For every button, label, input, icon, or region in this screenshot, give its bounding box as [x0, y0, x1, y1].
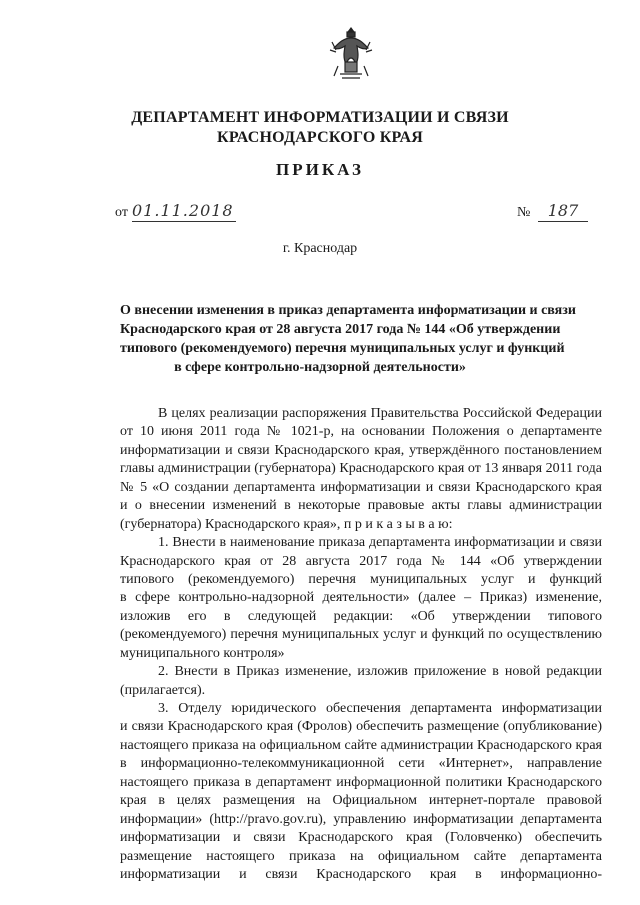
subject-line: О внесении изменения в приказ департамента информатизации и связи	[120, 303, 576, 318]
body-line: настоящего приказа в департамент информационной политики Краснодарского	[120, 774, 602, 790]
body-line: 1. Внести в наименование приказа департамента информатизации и связи	[158, 535, 602, 551]
body-line: 2. Внести в Приказ изменение, изложив приложение в новой редакции	[158, 664, 602, 680]
body-line: (рекомендуемого) перечня муниципальных услуг и функций по осуществлению	[120, 627, 602, 643]
number-prefix: №	[517, 205, 531, 220]
body-line: 3. Отделу юридического обеспечения департамента информатизации	[158, 701, 602, 716]
body-line: и о внесении изменений в некоторые правовые акты главы администрации	[120, 498, 602, 514]
body-line: изложив его в следующей редакции: «Об утверждении типового	[120, 608, 602, 624]
body-line: в сфере контрольно-надзорной деятельности» (далее – Приказ) изменение,	[120, 590, 602, 606]
department-name-line1: ДЕПАРТАМЕНТ ИНФОРМАТИЗАЦИИ И СВЯЗИ	[131, 109, 509, 126]
date-number-row	[0, 201, 640, 227]
date-prefix: от	[115, 205, 128, 220]
city-name: г. Краснодар	[282, 241, 358, 256]
order-date: 01.11.2018	[132, 201, 236, 222]
document-type-title: ПРИКАЗ	[276, 160, 364, 179]
subject-line: Краснодарского края от 28 августа 2017 года № 144 «Об утверждении	[120, 322, 561, 337]
body-line: края в целях размещения на Официальном интернет-портале правовой	[120, 793, 602, 809]
body-line: № 5 «О создании департамента информатизации и связи Краснодарского края	[120, 479, 602, 495]
body-line: Краснодарского края от 28 августа 2017 года № 144 «Об утверждении	[120, 553, 602, 569]
coat-of-arms-icon	[328, 24, 374, 84]
body-line: главы администрации (губернатора) Краснодарского края от 13 января 2011 года	[120, 461, 602, 477]
body-line: информатизации и связи Краснодарского края в информационно-	[120, 866, 602, 882]
order-body	[120, 405, 602, 884]
body-line: в информационно-телекоммуникационной сети «Интернет», направление	[120, 756, 602, 772]
department-name-line2: КРАСНОДАРСКОГО КРАЯ	[217, 129, 423, 146]
subject-line: типового (рекомендуемого) перечня муниципальных услуг и функций	[120, 341, 565, 356]
body-line: и связи Краснодарского края (Фролов) обеспечить размещение (опубликование)	[120, 719, 602, 735]
body-line: информатизации и связи Краснодарского края (Головченко) обеспечить	[120, 830, 602, 846]
body-line: информации» (http://pravo.gov.ru), управлению информатизации департамента	[120, 811, 602, 827]
body-line: настоящего приказа на официальном сайте администрации Краснодарского края	[120, 737, 602, 753]
order-subject	[120, 301, 576, 377]
body-line: (прилагается).	[120, 682, 206, 698]
body-line: В целях реализации распоряжения Правительства Российской Федерации	[158, 406, 602, 421]
body-line: от 10 июня 2011 года № 1021-р, на основании Положения о департаменте	[120, 424, 602, 440]
body-line: размещение настоящего приказа на официальном сайте департамента	[120, 848, 602, 864]
body-line: информатизации и связи Краснодарского края, утверждённого постановлением	[120, 442, 602, 458]
body-line: (губернатора) Краснодарского края», п р и к а з ы в а ю:	[120, 516, 453, 532]
body-line: типового (рекомендуемого) перечня муниципальных услуг и функций	[120, 571, 602, 587]
order-number: 187	[538, 201, 588, 222]
subject-line: в сфере контрольно-надзорной деятельности»	[174, 360, 466, 375]
body-line: муниципального контроля»	[120, 645, 285, 661]
